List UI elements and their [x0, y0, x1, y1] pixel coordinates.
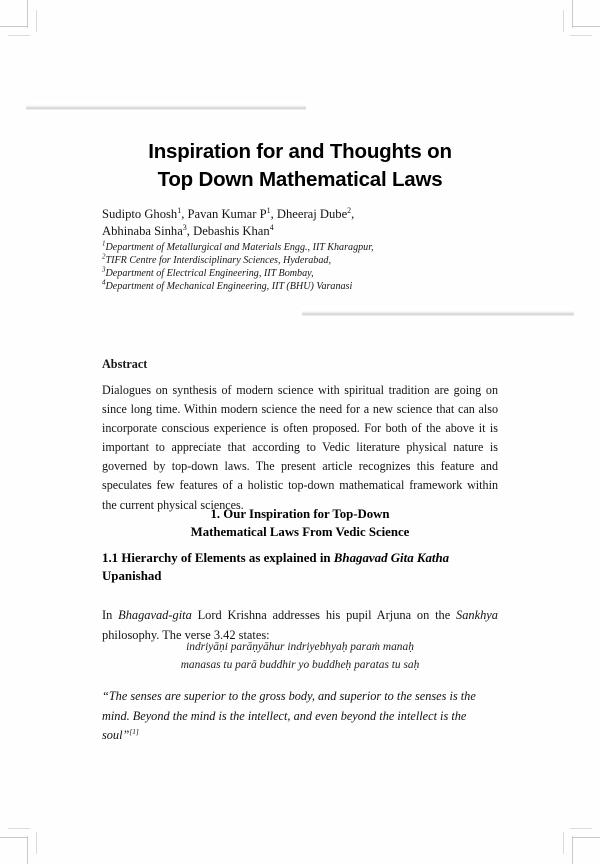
paragraph-mid: Lord Krishna addresses his pupil Arjuna on the	[191, 608, 457, 623]
affiliation-text: Department of Metallurgical and Materials Engg., IIT Kharagpur,	[105, 242, 374, 253]
author-marker-4: 3	[182, 222, 187, 232]
affiliation-text: Department of Electrical Engineering, IIT Bombay,	[105, 268, 314, 280]
crop-mark-bottom-left-horizontal-alt	[8, 828, 30, 829]
subsection-heading-prefix: 1.1 Hierarchy of Elements as explained in	[102, 551, 334, 565]
author-name-4: Abhinaba Sinha	[102, 223, 183, 238]
author-name-2: Pavan Kumar P	[187, 207, 267, 221]
citation-reference[interactable]: [1]	[129, 727, 139, 737]
crop-mark-bottom-left-vertical-alt	[36, 832, 37, 854]
affiliation-marker: 1	[102, 239, 106, 248]
crop-mark-bottom-right-horizontal-alt	[570, 828, 592, 829]
sanskrit-verse	[102, 639, 498, 674]
author-name-3: Dheeraj Dube	[276, 207, 348, 221]
affiliation-marker: 3	[102, 265, 106, 274]
page-title	[102, 138, 498, 194]
paragraph-italic-bhagavad-gita: Bhagavad-gita	[118, 608, 192, 623]
section-heading	[102, 506, 498, 541]
crop-mark-top-left-horizontal	[0, 26, 28, 27]
verse-line-1: indriyāṇi parāṇyāhur indriyebhyaḥ paraṁ manaḥ	[186, 641, 414, 653]
crop-mark-bottom-right-vertical	[572, 836, 573, 864]
subsection-heading-trailing: Upanishad	[102, 568, 162, 583]
affiliation-marker: 2	[102, 252, 106, 261]
affiliation-item	[102, 267, 498, 280]
abstract-heading: Abstract	[102, 357, 148, 371]
crop-mark-top-right-horizontal-alt	[570, 35, 592, 36]
paragraph-italic-sankhya: Sankhya	[456, 608, 499, 623]
crop-mark-bottom-right-vertical-alt	[563, 832, 564, 854]
crop-mark-bottom-left-horizontal	[0, 837, 28, 838]
author-marker-3: 2	[347, 205, 352, 215]
author-marker-2: 1	[266, 205, 271, 215]
crop-mark-top-left-vertical-alt	[36, 10, 37, 32]
affiliation-text: TIFR Centre for Interdisciplinary Sciences, Hyderabad,	[105, 255, 331, 267]
quote-text: “The senses are superior to the gross body, and superior to the senses is the mind. Beyond the mind is the intellect, and even beyond the intellect is the soul”	[102, 689, 476, 743]
title-line-1: Inspiration for and Thoughts on	[148, 140, 452, 163]
scan-edge-shadow-lower	[302, 307, 574, 316]
author-marker-1: 1	[177, 205, 182, 215]
author-name-5: Debashis Khan	[193, 223, 270, 238]
crop-mark-top-left-vertical	[27, 0, 28, 28]
affiliation-marker: 4	[102, 278, 106, 287]
paragraph-lead: In	[102, 608, 119, 623]
subsection-heading-italic: Bhagavad Gita Katha	[333, 551, 450, 565]
scan-edge-shadow-upper	[26, 101, 306, 110]
author-name-1: Sudipto Ghosh	[102, 207, 178, 221]
section-heading-line-2: Mathematical Laws From Vedic Science	[190, 524, 410, 539]
affiliation-text: Department of Mechanical Engineering, IIT (BHU) Varanasi	[105, 281, 353, 293]
crop-mark-top-left-horizontal-alt	[8, 35, 30, 36]
abstract-body: Dialogues on synthesis of modern science with spiritual tradition are going on since long time. Within modern science the need for a new science that can also incorporate conscious experience is often proposed. For both of the above it is important to appreciate that according to Vedic literature physical nature is governed by top-down laws. The present article recognizes this feature and speculates few features of a holistic top-down mathematical framework within the current physical sciences.	[102, 383, 498, 512]
crop-mark-top-right-vertical-alt	[563, 10, 564, 32]
crop-mark-top-right-vertical	[572, 0, 573, 28]
affiliation-list	[102, 241, 498, 293]
author-list: Sudipto Ghosh$^1$, Pavan Kumar $P^1$, Dheeraj Dube$^2$, Abhinaba Sinha$^3$, Debashis Khan$^4$	[102, 205, 355, 238]
affiliation-item	[102, 241, 498, 254]
verse-line-2: manasas tu parā buddhir yo buddheḥ paratas tu saḥ	[180, 658, 420, 671]
title-line-2: Top Down Mathematical Laws	[157, 168, 443, 191]
crop-mark-top-right-horizontal	[572, 26, 600, 27]
crop-mark-bottom-right-horizontal	[572, 837, 600, 838]
author-marker-5: 4	[269, 222, 274, 232]
subsection-heading	[102, 550, 498, 585]
verse-translation-quote	[102, 687, 498, 746]
crop-mark-bottom-left-vertical	[27, 836, 28, 864]
section-heading-line-1: 1. Our Inspiration for Top-Down	[210, 507, 390, 521]
affiliation-item	[102, 280, 498, 293]
paragraph-tail: philosophy. The verse 3.42 states:	[102, 627, 270, 642]
affiliation-item	[102, 254, 498, 267]
